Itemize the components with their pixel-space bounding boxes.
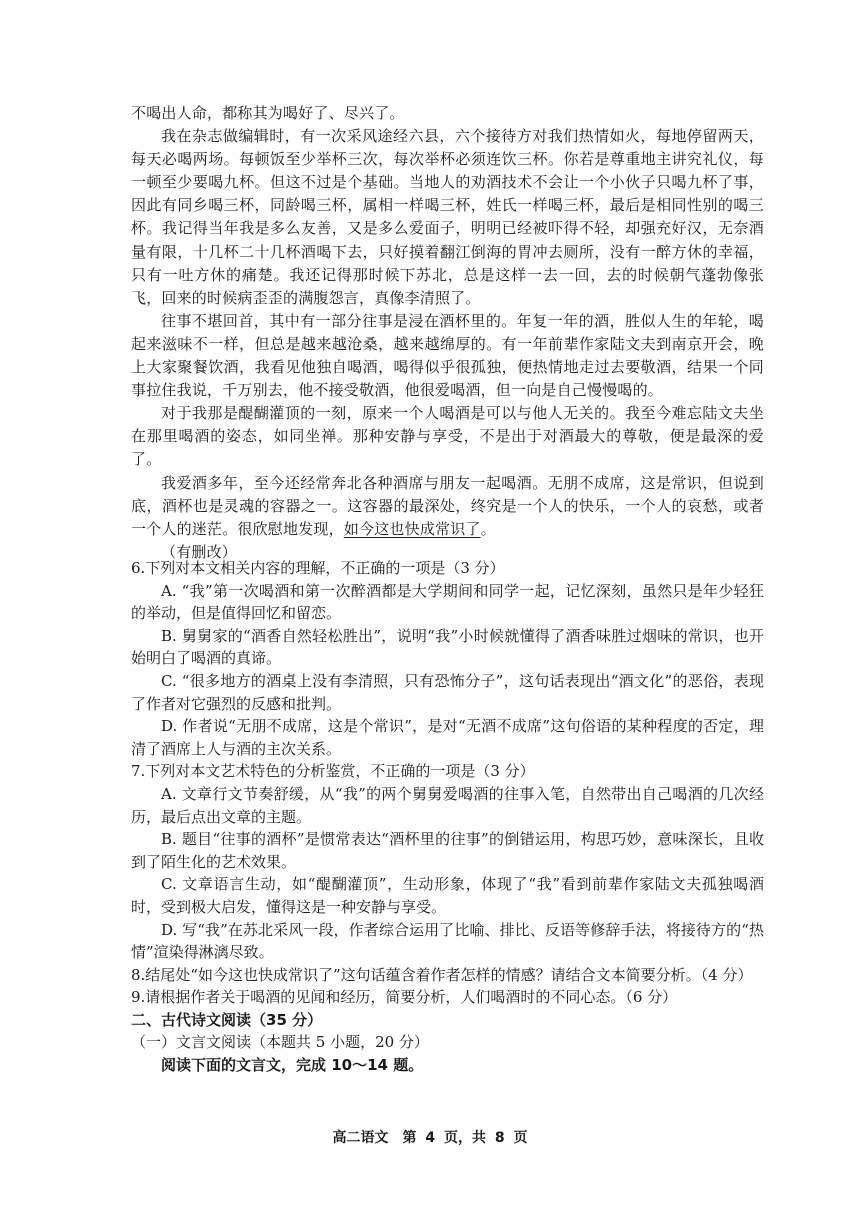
passage-final-paragraph xyxy=(131,472,764,541)
final-paragraph-text: 我爱酒多年，至今还经常奔北各种酒席与朋友一起喝酒。无朋不成席，这是常识，但说到底，酒杯也是灵魂的容器之一。这容器的最深处，终究是一个人的快乐，一个人的哀愁，或者一个人的迷茫。很欣慰地发现， xyxy=(131,473,764,538)
question-7-option-a: A. 文章行文节奏舒缓，从“我”的两个舅舅爱喝酒的往事入笔，自然带出自己喝酒的几次经历，最后点出文章的主题。 xyxy=(131,784,764,826)
source-note: （有删改） xyxy=(161,542,238,561)
section-instruction: 阅读下面的文言文，完成 10～14 题。 xyxy=(161,1056,424,1075)
question-6-option-c: C. “很多地方的酒桌上没有李清照，只有恐怖分子”，这句话表现出“酒文化”的恶俗，表现了作者对它强烈的反感和批判。 xyxy=(131,671,764,713)
question-7-option-d: D. 写“我”在苏北采风一段，作者综合运用了比喻、排比、反语等修辞手法，将接待方的“热情”渲染得淋漓尽致。 xyxy=(131,920,764,962)
passage-paragraph: 不喝出人命，都称其为喝好了、尽兴了。 xyxy=(131,104,405,122)
question-7-option-c: C. 文章语言生动，如“醍醐灌顶”，生动形象，体现了“我”看到前辈作家陆文夫孤独喝酒时，受到极大启发，懂得这是一种安静与享受。 xyxy=(131,875,764,916)
passage-paragraph: 我在杂志做编辑时，有一次采风途经六县，六个接待方对我们热情如火，每地停留两天，每天必喝两场。每顿饭至少举杯三次，每次举杯必须连饮三杯。你若是尊重地主讲究礼仪，每一顿至少要喝九杯。但这不过是个基础。当地人的劝酒技术不会让一个小伙子只喝九杯了事，因此有同乡喝三杯，同龄喝三杯，属相一样喝三杯，姓氏一样喝三杯，最后是相同性别的喝三杯。我记得当年我是多么友善，又是多么爱面子，明明已经被吓得不轻，却强充好汉，无奈酒量有限，十几杯二十几杯酒喝下去，只好摸着翻江倒海的胃冲去厕所，没有一醉方休的幸福，只有一吐方休的痛楚。我还记得那时候下苏北，总是这样一去一回，去的时候朝气蓬勃像张飞，回来的时候病歪歪的满腹怨言，真像李清照了。 xyxy=(131,127,764,307)
questions-block xyxy=(131,557,764,1077)
question-8: 8.结尾处“如今这也快成常识了”这句话蕴含着作者怎样的情感？请结合文本简要分析。（4 分） xyxy=(131,965,753,984)
question-7-option-b: B. 题目“往事的酒杯”是惯常表达“酒杯里的往事”的倒错运用，构思巧妙，意味深长，且收到了陌生化的艺术效果。 xyxy=(131,830,764,871)
final-paragraph-end: 。 xyxy=(480,519,496,538)
question-6-option-d: D. 作者说“无朋不成席，这是个常识”，是对“无酒不成席”这句俗语的某种程度的否定，理清了酒席上人与酒的主次关系。 xyxy=(131,717,764,758)
page-footer: 高二语文 第 4 页，共 8 页 xyxy=(332,1130,528,1146)
reading-passage xyxy=(131,102,764,564)
underlined-sentence: 如今这也快成常识了 xyxy=(343,519,481,538)
question-9: 9.请根据作者关于喝酒的见闻和经历，简要分析，人们喝酒时的不同心态。（6 分） xyxy=(131,988,678,1007)
question-7-stem: 7.下列对本文艺术特色的分析鉴赏，不正确的一项是（3 分） xyxy=(131,762,535,781)
question-6-option-a: A. “我”第一次喝酒和第一次醉酒都是大学期间和同学一起，记忆深刻，虽然只是年少轻狂的举动，但是值得回忆和留恋。 xyxy=(131,581,764,623)
section-heading: 二、古代诗文阅读（35 分） xyxy=(131,1010,323,1029)
passage-paragraph: 对于我那是醍醐灌顶的一刻，原来一个人喝酒是可以与他人无关的。我至今难忘陆文夫坐在那里喝酒的姿态，如同坐禅。那种安静与享受，不是出于对酒最大的尊敬，便是最深的爱了。 xyxy=(131,404,764,469)
section-subheading: （一）文言文阅读（本题共 5 小题，20 分） xyxy=(131,1033,429,1052)
question-6-stem: 6.下列对本文相关内容的理解，不正确的一项是（3 分） xyxy=(131,559,505,577)
passage-paragraph: 往事不堪回首，其中有一部分往事是浸在酒杯里的。年复一年的酒，胜似人生的年轮，喝起来滋味不一样，但总是越来越沧桑，越来越绵厚的。有一年前辈作家陆文夫到南京开会，晚上大家聚餐饮酒，我看见他独自喝酒，喝得似乎很孤独，便热情地走过去要敬酒，结果一个同事拉住我说，千万别去，他不接受敬酒，他很爱喝酒，但一向是自己慢慢喝的。 xyxy=(131,311,764,400)
question-6-option-b: B. 舅舅家的“酒香自然轻松胜出”，说明“我”小时候就懂得了酒香味胜过烟味的常识，也开始明白了喝酒的真谛。 xyxy=(131,626,764,668)
